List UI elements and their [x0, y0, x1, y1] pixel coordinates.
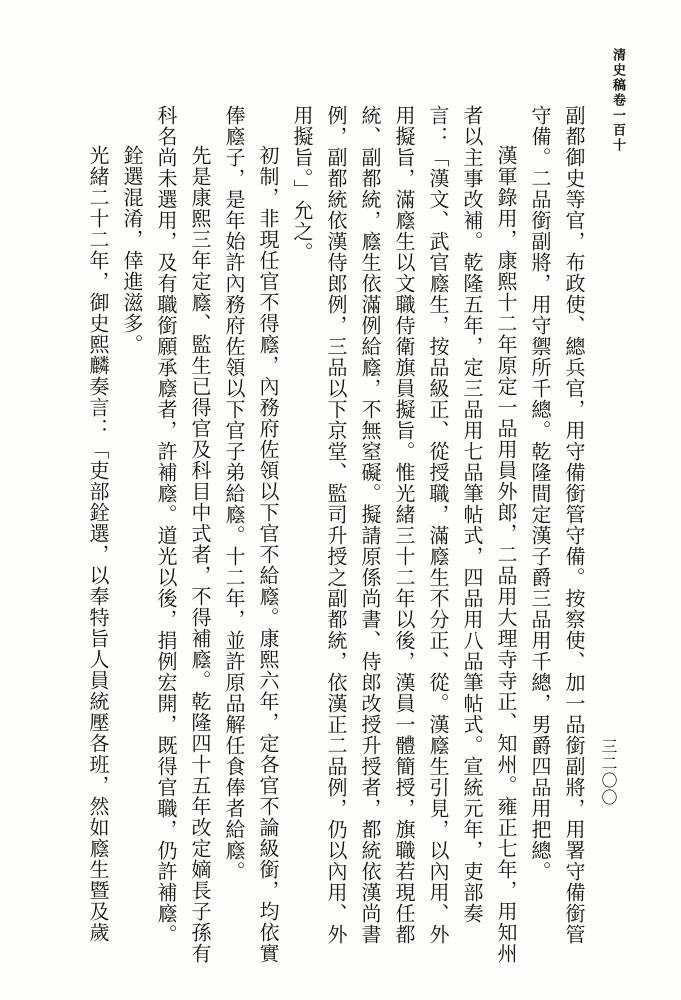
paragraph: 初制，非現任官不得廕，內務府佐領以下官不給廕。康熙六年，定各官不論級銜，均依實俸廕子，是年始許內務府佐領以下官子弟給廕。十二年，並許原品解任食俸者給廕。	[222, 105, 280, 964]
paragraph: 副都御史等官，布政使、總兵官，用守備銜管守備。按察使、加一品銜副將，用署守備銜管守備。二品銜副將，用守禦所千總。乾隆間定漢子爵三品用千總，男爵四品用把總。	[528, 105, 586, 945]
paragraph: 先是康熙三年定廕、監生已得官及科目中式者，不得補廕。乾隆四十五年改定嫡長子孫有科名尚未選用，及有職銜願承廕者，許補廕。道光以後，捐例宏開，既得官職，仍許補廕。	[154, 105, 212, 964]
book-title: 清史稿卷一百十	[610, 48, 625, 153]
page-number: 三二〇〇	[599, 738, 618, 806]
main-text	[86, 105, 591, 965]
paragraph: 光緒二十二年，御史熙麟奏言：「吏部銓選，以奉特旨人員統壓各班，然如廕生暨及歲	[86, 145, 110, 943]
paragraph: 銓選混淆，倖進滋多。	[120, 145, 144, 355]
paragraph: 漢軍錄用，康熙十二年原定一品用員外郎，二品用大理寺寺正、知州。雍正七年，用知州者以主事改補。乾隆五年，定三品用七品筆帖式，四品用八品筆帖式。宣統元年，吏部奏言：「漢文、武官廕生，按品級正、從授職，滿廕生不分正、從。漢廕生引見，以內用、外用擬旨，滿廕生以文職侍衛旗員擬旨。惟光緒三十二年以後，漢員一體簡授，旗職若現任都統、副都統，廕生依滿例給廕，不無窒礙。擬請原係尚書、侍郎改授升授者，都統依漢尚書例，副都統依漢侍郎例，三品以下京堂、監司升授之副都統，依漢正二品例，仍以內用、外用擬旨。」允之。	[290, 105, 518, 964]
